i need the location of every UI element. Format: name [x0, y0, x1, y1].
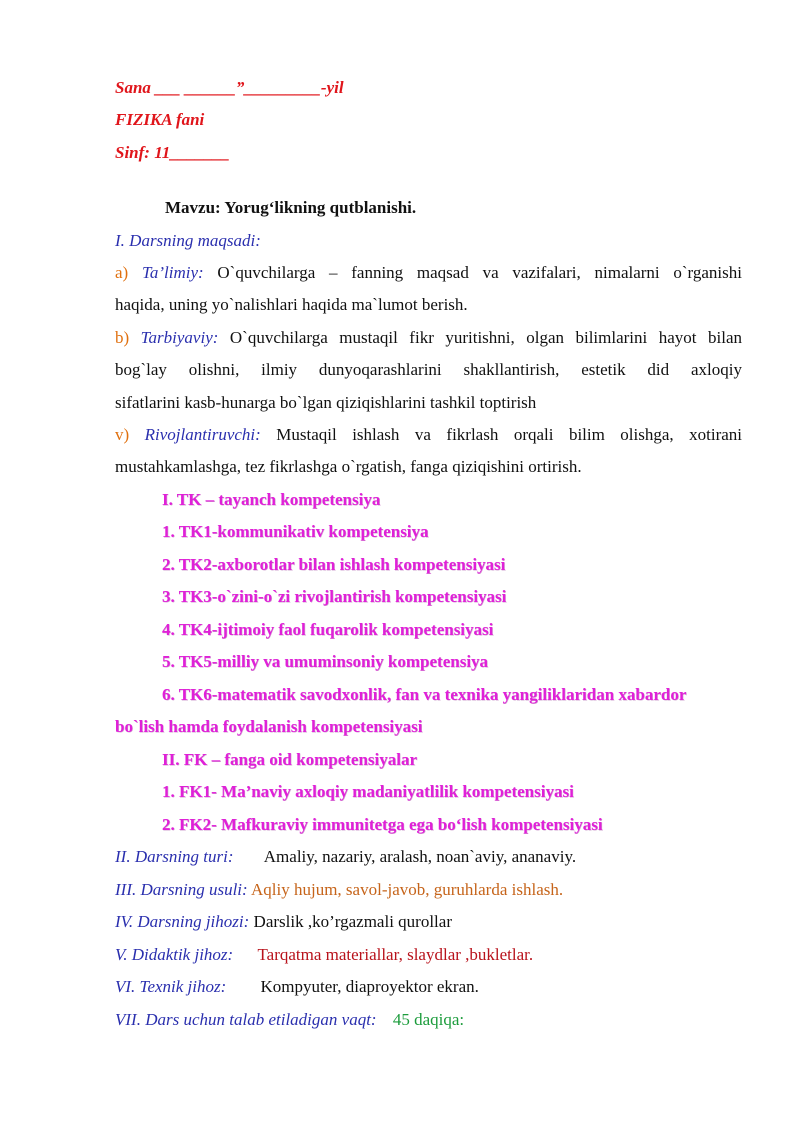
competency-tk5: 5. TK5-milliy va umuminsoniy kompetensiya	[162, 652, 489, 671]
competency-tk2: 2. TK2-axborotlar bilan ishlash kompetensiyasi	[162, 555, 506, 574]
goals-heading: I. Darsning maqsadi:	[115, 231, 261, 250]
tk-heading: I. TK – tayanch kompetensiya	[162, 490, 381, 509]
goal-b-text: O`quvchilarga mustaqil fikr yuritishni, olgan bilimlarini hayot bilan	[229, 328, 742, 347]
goal-v-label: Rivojlantiruvchi:	[144, 425, 261, 444]
detail-time-label: VII. Dars uchun talab etiladigan vaqt:	[115, 1010, 377, 1029]
date-line: Sana ___ ______”_________-yil	[115, 78, 344, 97]
goal-a-text: O`quvchilarga – fanning maqsad va vazifalari, nimalarni o`rganishi	[217, 263, 742, 282]
competency-tk6-line1: 6. TK6-matematik savodxonlik, fan va texnika yangiliklaridan xabardor	[162, 685, 687, 704]
fk-heading: II. FK – fanga oid kompetensiyalar	[162, 750, 418, 769]
detail-lesson-equipment-value: Darslik ,ko’rgazmali qurollar	[253, 912, 452, 931]
goal-a-marker: a)	[115, 263, 129, 282]
goal-a-label: Ta’limiy:	[141, 263, 204, 282]
goal-b-label: Tarbiyaviy:	[140, 328, 219, 347]
subject-line: FIZIKA fani	[115, 110, 205, 129]
goal-v-line2: mustahkamlashga, tez fikrlashga o`rgatish, fanga qiziqishini ortirish.	[115, 457, 582, 476]
competency-tk4: 4. TK4-ijtimoiy faol fuqarolik kompetensiyasi	[162, 620, 494, 639]
detail-time	[115, 1010, 464, 1030]
detail-lesson-type-value: Amaliy, nazariy, aralash, noan`aviy, ananaviy.	[263, 847, 577, 866]
detail-technical	[115, 977, 479, 997]
detail-didactic-label: V. Didaktik jihoz:	[115, 945, 234, 964]
detail-lesson-method-value: Aqliy hujum, savol-javob, guruhlarda ishlash.	[251, 880, 564, 899]
goal-a-line2: haqida, uning yo`nalishlari haqida ma`lumot berish.	[115, 295, 468, 314]
grade-line: Sinf: 11_______	[115, 143, 230, 162]
detail-lesson-type-label: II. Darsning turi:	[115, 847, 234, 866]
detail-technical-label: VI. Texnik jihoz:	[115, 977, 227, 996]
detail-lesson-method-label: III. Darsning usuli:	[115, 880, 248, 899]
topic-title: Mavzu: Yorug‘likning qutblanishi.	[165, 198, 417, 217]
detail-lesson-type	[115, 847, 576, 867]
competency-tk1: 1. TK1-kommunikativ kompetensiya	[162, 522, 429, 541]
detail-didactic-value: Tarqatma materiallar, slaydlar ,bukletlar.	[257, 945, 534, 964]
detail-lesson-equipment	[115, 912, 452, 932]
goal-b-line1	[115, 328, 742, 348]
goal-a-line1	[115, 263, 742, 283]
detail-lesson-method	[115, 880, 563, 900]
competency-fk2: 2. FK2- Mafkuraviy immunitetga ega bo‘lish kompetensiyasi	[162, 815, 603, 834]
goal-b-line2: bog`lay olishni, ilmiy dunyoqarashlarini shakllantirish, estetik did axloqiy	[115, 360, 742, 379]
competency-fk1: 1. FK1- Ma’naviy axloqiy madaniyatlilik kompetensiyasi	[162, 782, 574, 801]
goal-b-line3: sifatlarini kasb-hunarga bo`lgan qiziqishlarini tashkil toptirish	[115, 393, 537, 412]
competency-tk6-line2: bo`lish hamda foydalanish kompetensiyasi	[115, 717, 423, 736]
detail-time-value: 45 daqiqa:	[392, 1010, 465, 1029]
goal-v-line1	[115, 425, 742, 445]
detail-didactic	[115, 945, 533, 965]
goal-b-marker: b)	[115, 328, 130, 347]
detail-technical-value: Kompyuter, diaproyektor ekran.	[260, 977, 479, 996]
goal-v-text: Mustaqil ishlash va fikrlash orqali bilim olishga, xotirani	[276, 425, 743, 444]
detail-lesson-equipment-label: IV. Darsning jihozi:	[115, 912, 250, 931]
goal-v-marker: v)	[115, 425, 130, 444]
competency-tk3: 3. TK3-o`zini-o`zi rivojlantirish kompetensiyasi	[162, 587, 507, 606]
